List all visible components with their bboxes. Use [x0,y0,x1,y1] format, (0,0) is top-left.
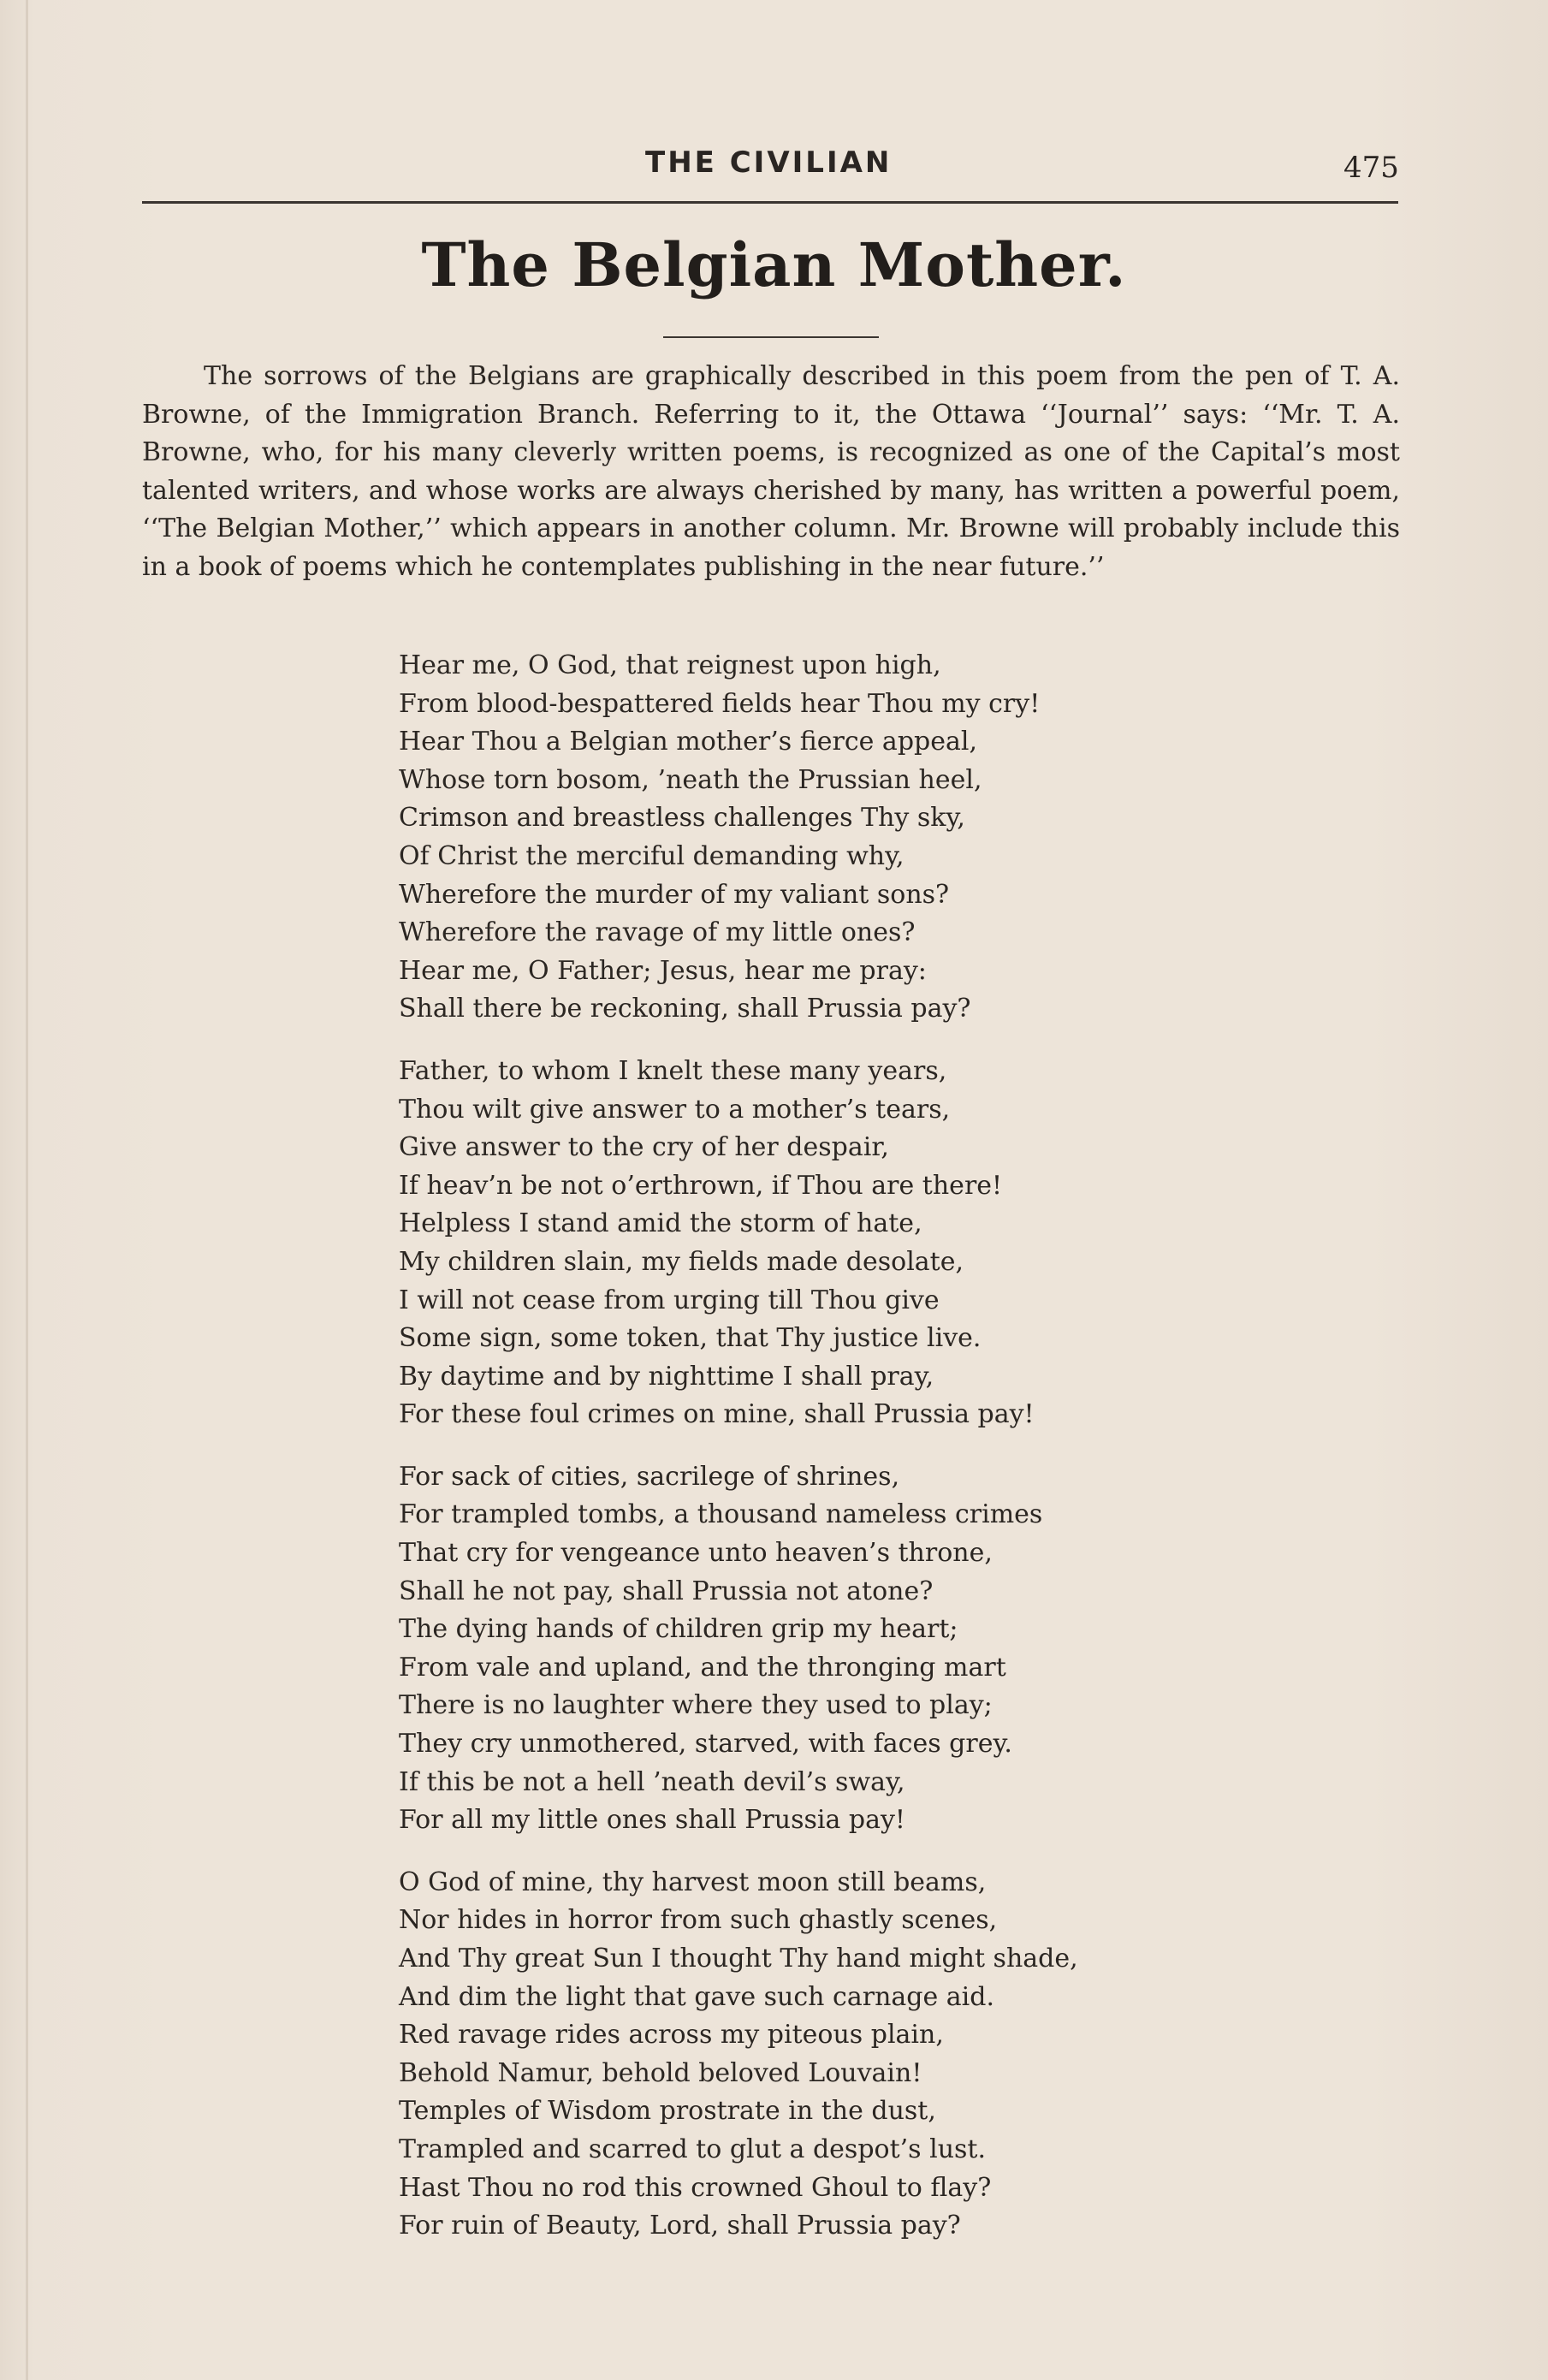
title-divider [663,336,879,338]
poem-stanza [399,647,1340,1029]
poem-line: They cry unmothered, starved, with faces grey. [399,1729,1012,1760]
poem-line: Crimson and breastless challenges Thy sky, [399,803,965,834]
running-head [0,145,1548,188]
poem-line: From vale and upland, and the thronging mart [399,1652,1006,1683]
poem-line: Shall he not pay, shall Prussia not atone? [399,1576,934,1606]
poem-line: Whose torn bosom, ’neath the Prussian heel, [399,764,982,795]
poem-line: My children slain, my fields made desolate, [399,1246,964,1277]
poem-line: Give answer to the cry of her despair, [399,1132,889,1163]
intro-paragraph: The sorrows of the Belgians are graphically described in this poem from the pen of T. A. Browne, of the Immigration Branch. Referring to it, the Ottawa ‘‘Journal’’ says: ‘‘Mr. T. A. Browne, who, for his many cleverly written poems, is recognized as one of the Capital’s most talented writers, and whose works are always cherished by many, has written a powerful poem, ‘‘The Belgian Mother,’’ which appears in another column. Mr. Browne will probably include this in a book of poems which he contemplates publishing in the near future.’’ [142,361,1400,582]
poem-line: From blood-bespattered fields hear Thou my cry! [399,688,1041,719]
page-number: 475 [1343,151,1399,185]
poem-line: O God of mine, thy harvest moon still beams, [399,1867,987,1897]
poem-line: For these foul crimes on mine, shall Prussia pay! [399,1399,1035,1430]
header-divider [142,201,1398,204]
poem-line: Behold Namur, behold beloved Louvain! [399,2057,922,2088]
poem-line: Helpless I stand amid the storm of hate, [399,1208,922,1239]
journal-name: THE CIVILIAN [645,145,893,180]
poem-line: Nor hides in horror from such ghastly scenes, [399,1905,998,1936]
poem-line: Hear me, O God, that reignest upon high, [399,650,941,680]
poem-line: Of Christ the merciful demanding why, [399,840,904,871]
poem-line: Shall there be reckoning, shall Prussia pay? [399,994,971,1024]
poem-line: For ruin of Beauty, Lord, shall Prussia pay? [399,2211,961,2241]
poem-line: Hear Thou a Belgian mother’s fierce appeal, [399,727,977,757]
poem-line: By daytime and by nighttime I shall pray, [399,1361,934,1392]
poem-line: There is no laughter where they used to play; [399,1690,993,1721]
article-title: The Belgian Mother. [421,229,1127,300]
poem-line: Thou wilt give answer to a mother’s tears, [399,1094,951,1125]
poem-line: Temples of Wisdom prostrate in the dust, [399,2096,936,2127]
poem-line: Hear me, O Father; Jesus, hear me pray: [399,955,927,986]
poem-stanza [399,1053,1340,1434]
poem-line: Hast Thou no rod this crowned Ghoul to flay? [399,2172,992,2203]
poem-line: If this be not a hell ’neath devil’s sway, [399,1766,905,1797]
poem-line: Some sign, some token, that Thy justice live. [399,1323,982,1354]
poem-line: Red ravage rides across my piteous plain, [399,2020,944,2051]
poem-line: I will not cease from urging till Thou give [399,1285,940,1315]
poem-line: Trampled and scarred to glut a despot’s lust. [399,2134,987,2164]
page-gutter [26,0,28,2380]
poem [399,647,1340,2270]
poem-line: That cry for vengeance unto heaven’s throne, [399,1538,993,1569]
poem-line: For sack of cities, sacrilege of shrines, [399,1461,900,1492]
poem-line: Wherefore the ravage of my little ones? [399,917,916,948]
poem-stanza [399,1864,1340,2246]
poem-line: If heav’n be not o’erthrown, if Thou are there! [399,1170,1003,1201]
poem-line: And dim the light that gave such carnage aid. [399,1981,994,2012]
poem-line: Wherefore the murder of my valiant sons? [399,879,950,910]
poem-line: For trampled tombs, a thousand nameless crimes [399,1499,1043,1530]
poem-line: Father, to whom I knelt these many years, [399,1055,947,1086]
poem-line: The dying hands of children grip my heart; [399,1614,958,1645]
poem-line: For all my little ones shall Prussia pay! [399,1805,905,1836]
poem-stanza [399,1458,1340,1840]
poem-line: And Thy great Sun I thought Thy hand might shade, [399,1944,1078,1973]
